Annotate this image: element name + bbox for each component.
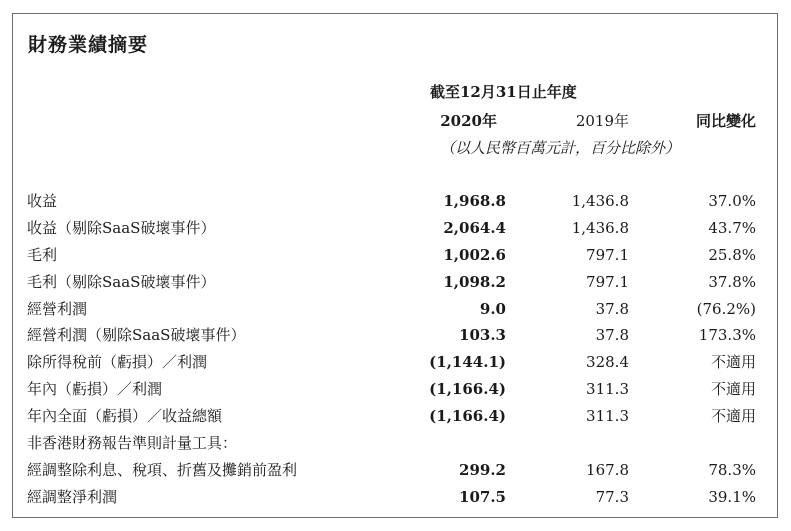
- row-label: 經調整除利息、稅項、折舊及攤銷前盈利: [27, 460, 298, 479]
- column-header-2020: 2020年: [440, 112, 497, 130]
- value-2019: 77.3: [595, 487, 629, 506]
- row-label: 年內全面（虧損）／收益總額: [27, 407, 223, 426]
- value-2019: 37.8: [595, 326, 629, 345]
- value-2020: (1,144.1): [429, 353, 506, 372]
- value-change: 37.8%: [708, 272, 756, 291]
- value-change: (76.2%): [696, 299, 756, 318]
- value-2020: 1,098.2: [443, 272, 506, 291]
- table-row: [0, 298, 791, 325]
- value-2020: 107.5: [459, 487, 506, 506]
- value-2020: (1,166.4): [429, 380, 506, 399]
- row-label: 除所得稅前（虧損）／利潤: [27, 353, 208, 372]
- value-2020: 1,968.8: [443, 192, 506, 210]
- table-row: [0, 244, 791, 271]
- unit-note: （以人民幣百萬元計，百分比除外）: [440, 139, 681, 157]
- value-change: 不適用: [710, 380, 756, 399]
- table-row: [0, 432, 791, 459]
- column-header-change: 同比變化: [695, 112, 756, 130]
- table-row: [0, 459, 791, 486]
- row-label: 毛利（剔除SaaS破壞事件）: [27, 272, 216, 291]
- financial-table: [0, 190, 791, 513]
- table-row: [0, 351, 791, 378]
- value-2019: 797.1: [586, 245, 629, 264]
- value-change: 不適用: [710, 353, 756, 372]
- table-row: [0, 324, 791, 351]
- row-label: 收益（剔除SaaS破壞事件）: [27, 218, 216, 237]
- section-label: 非香港財務報告準則計量工具：: [27, 434, 238, 453]
- value-change: 43.7%: [708, 218, 756, 237]
- value-2020: 299.2: [459, 460, 506, 479]
- value-2019: 37.8: [595, 299, 629, 318]
- value-2020: 2,064.4: [443, 218, 506, 237]
- value-2019: 328.4: [586, 353, 629, 372]
- value-2020: 1,002.6: [443, 245, 506, 264]
- value-2019: 1,436.8: [571, 218, 629, 237]
- table-row: [0, 405, 791, 432]
- table-row: [0, 217, 791, 244]
- table-row: [0, 378, 791, 405]
- row-label: 收益: [27, 192, 58, 210]
- page-title: 財務業績摘要: [28, 34, 149, 56]
- row-label: 經營利潤: [27, 299, 88, 318]
- table-row: [0, 486, 791, 513]
- column-header-2019: 2019年: [575, 112, 629, 130]
- value-2019: 1,436.8: [571, 192, 629, 210]
- row-label: 經調整淨利潤: [27, 487, 118, 506]
- row-label: 毛利: [27, 245, 58, 264]
- value-2019: 311.3: [586, 380, 629, 399]
- value-change: 不適用: [710, 407, 756, 426]
- value-change: 39.1%: [708, 487, 756, 506]
- table-row: [0, 190, 791, 217]
- value-2020: 103.3: [459, 326, 506, 345]
- period-header: 截至12月31日止年度: [430, 83, 577, 101]
- value-2019: 311.3: [586, 407, 629, 426]
- row-label: 年內（虧損）／利潤: [27, 380, 163, 399]
- value-change: 25.8%: [708, 245, 756, 264]
- table-row: [0, 271, 791, 298]
- value-change: 37.0%: [708, 192, 756, 210]
- value-2020: 9.0: [479, 299, 506, 318]
- value-change: 78.3%: [708, 460, 756, 479]
- value-2020: (1,166.4): [429, 407, 506, 426]
- value-change: 173.3%: [698, 326, 756, 345]
- value-2019: 797.1: [586, 272, 629, 291]
- row-label: 經營利潤（剔除SaaS破壞事件）: [27, 326, 246, 345]
- value-2019: 167.8: [586, 460, 629, 479]
